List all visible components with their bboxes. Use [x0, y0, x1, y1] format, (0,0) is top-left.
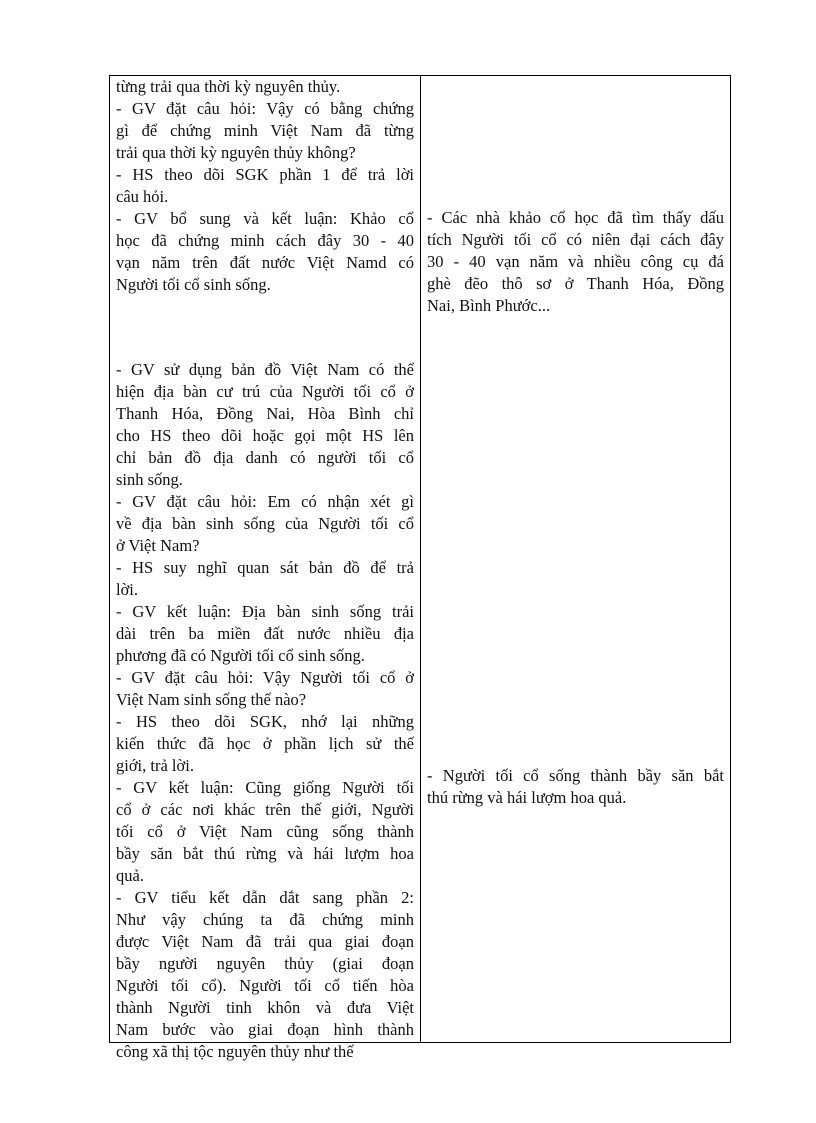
- text-line: - HS theo dõi SGK phần 1 để trả lời: [116, 165, 414, 184]
- text-line: học đã chứng minh cách đây 30 - 40: [116, 231, 414, 250]
- text-line: quả.: [116, 866, 144, 885]
- text-line: - GV đặt câu hỏi: Vậy Người tối cổ ở: [116, 668, 414, 687]
- text-line: công xã thị tộc nguyên thủy như thế: [116, 1042, 354, 1061]
- text-line: Việt Nam sinh sống thế nào?: [116, 690, 307, 709]
- text-line: bầy săn bắt thú rừng và hái lượm hoa: [116, 844, 414, 863]
- text-line: - GV sử dụng bản đồ Việt Nam có thể: [116, 360, 414, 379]
- text-line: 30 - 40 vạn năm và nhiều công cụ đá: [427, 252, 724, 271]
- text-line: phương đã có Người tối cổ sinh sống.: [116, 646, 365, 665]
- text-line: - GV đặt câu hỏi: Em có nhận xét gì: [116, 492, 414, 511]
- text-line: Nam bước vào giai đoạn hình thành: [116, 1020, 414, 1039]
- text-line: trải qua thời kỳ nguyên thủy không?: [116, 143, 356, 162]
- text-line: Thanh Hóa, Đồng Nai, Hòa Bình chỉ: [116, 404, 414, 423]
- text-line: - GV tiểu kết dẫn dắt sang phần 2:: [116, 888, 414, 907]
- text-line: thú rừng và hái lượm hoa quả.: [427, 788, 627, 807]
- text-line: bầy người nguyên thủy (giai đoạn: [116, 954, 414, 973]
- left-text-block-1: [116, 76, 414, 296]
- text-line: tối cổ ở Việt Nam cũng sống thành: [116, 822, 414, 841]
- text-line: Người tối cổ). Người tối cổ tiến hòa: [116, 976, 414, 995]
- text-line: - HS theo dõi SGK, nhớ lại những: [116, 712, 414, 731]
- text-line: ở Việt Nam?: [116, 536, 200, 555]
- right-text-block-2: [427, 765, 724, 809]
- text-line: ghè đẽo thô sơ ở Thanh Hóa, Đồng: [427, 274, 724, 293]
- text-line: về địa bàn sinh sống của Người tối cổ: [116, 514, 414, 533]
- text-line: dài trên ba miền đất nước nhiều địa: [116, 624, 414, 643]
- text-line: vạn năm trên đất nước Việt Namd có: [116, 253, 414, 272]
- text-line: thành Người tinh khôn và đưa Việt: [116, 998, 414, 1017]
- text-line: - GV kết luận: Cũng giống Người tối: [116, 778, 414, 797]
- teacher-student-activities-column: [110, 76, 421, 1061]
- text-line: lời.: [116, 580, 139, 599]
- text-line: - HS suy nghĩ quan sát bản đồ để trả: [116, 558, 414, 577]
- text-line: - GV bổ sung và kết luận: Khảo cổ: [116, 209, 414, 228]
- text-line: chỉ bản đồ địa danh có người tối cổ: [116, 448, 414, 467]
- left-text-block-2: [116, 359, 414, 1063]
- content-column: [421, 76, 730, 1042]
- text-line: sinh sống.: [116, 470, 183, 489]
- text-line: - GV kết luận: Địa bàn sinh sống trải: [116, 602, 414, 621]
- text-line: - GV đặt câu hỏi: Vậy có bằng chứng: [116, 99, 414, 118]
- text-line: - Người tối cổ sống thành bầy săn bắt: [427, 766, 724, 785]
- text-line: Nai, Bình Phước...: [427, 296, 551, 315]
- text-line: kiến thức đã học ở phần lịch sử thế: [116, 734, 414, 753]
- text-line: giới, trả lời.: [116, 756, 194, 775]
- text-line: từng trải qua thời kỳ nguyên thủy.: [116, 77, 341, 96]
- text-line: cho HS theo dõi hoặc gọi một HS lên: [116, 426, 414, 445]
- text-line: Như vậy chúng ta đã chứng minh: [116, 910, 414, 929]
- text-line: cổ ở các nơi khác trên thế giới, Người: [116, 800, 414, 819]
- right-text-block-1: [427, 207, 724, 317]
- text-line: tích Người tối cổ có niên đại cách đây: [427, 230, 724, 249]
- text-line: câu hỏi.: [116, 187, 169, 206]
- text-line: được Việt Nam đã trải qua giai đoạn: [116, 932, 414, 951]
- text-line: Người tối cổ sinh sống.: [116, 275, 271, 294]
- text-line: - Các nhà khảo cổ học đã tìm thấy dấu: [427, 208, 724, 227]
- text-line: gì để chứng minh Việt Nam đã từng: [116, 121, 414, 140]
- text-line: hiện địa bàn cư trú của Người tối cổ ở: [116, 382, 414, 401]
- lesson-table: [109, 75, 731, 1061]
